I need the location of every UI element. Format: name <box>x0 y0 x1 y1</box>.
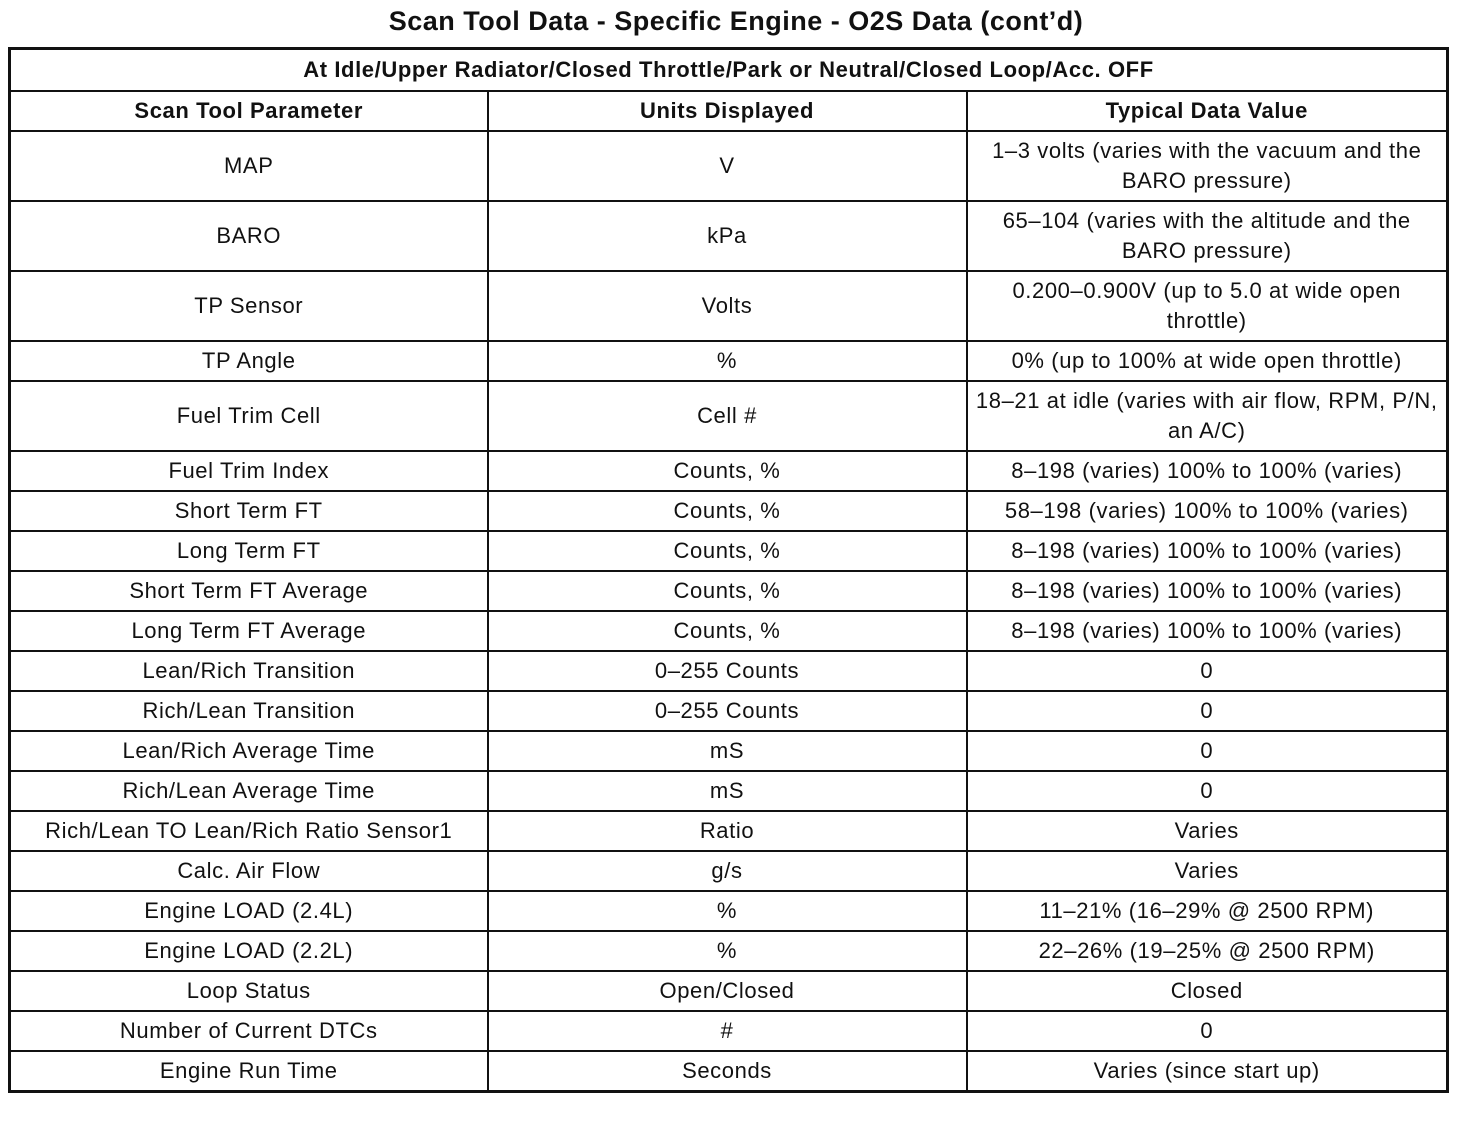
value-cell: 8–198 (varies) 100% to 100% (varies) <box>967 531 1448 571</box>
value-cell: 22–26% (19–25% @ 2500 RPM) <box>967 931 1448 971</box>
table-row <box>10 381 1448 451</box>
table-row <box>10 201 1448 271</box>
value-cell: Varies <box>967 811 1448 851</box>
table-row <box>10 271 1448 341</box>
value-cell: 0 <box>967 771 1448 811</box>
value-cell: 0 <box>967 731 1448 771</box>
table-row <box>10 611 1448 651</box>
parameter-cell: Lean/Rich Transition <box>10 651 488 691</box>
table-row <box>10 341 1448 381</box>
condition-row <box>10 49 1448 92</box>
table-row <box>10 531 1448 571</box>
table-row <box>10 771 1448 811</box>
parameter-cell: Rich/Lean TO Lean/Rich Ratio Sensor1 <box>10 811 488 851</box>
table-row <box>10 891 1448 931</box>
value-cell: 8–198 (varies) 100% to 100% (varies) <box>967 451 1448 491</box>
units-cell: Counts, % <box>488 451 967 491</box>
parameter-cell: BARO <box>10 201 488 271</box>
units-cell: 0–255 Counts <box>488 651 967 691</box>
table-row <box>10 131 1448 201</box>
units-cell: % <box>488 341 967 381</box>
table-row <box>10 691 1448 731</box>
parameter-cell: MAP <box>10 131 488 201</box>
parameter-cell: Engine LOAD (2.2L) <box>10 931 488 971</box>
parameter-cell: Rich/Lean Average Time <box>10 771 488 811</box>
value-cell: 18–21 at idle (varies with air flow, RPM, P/N, an A/C) <box>967 381 1448 451</box>
column-header-units: Units Displayed <box>488 91 967 131</box>
value-cell: 0 <box>967 1011 1448 1051</box>
units-cell: Cell # <box>488 381 967 451</box>
value-cell: 8–198 (varies) 100% to 100% (varies) <box>967 571 1448 611</box>
column-header-parameter: Scan Tool Parameter <box>10 91 488 131</box>
units-cell: Counts, % <box>488 491 967 531</box>
parameter-cell: Number of Current DTCs <box>10 1011 488 1051</box>
table-row <box>10 651 1448 691</box>
page-title: Scan Tool Data - Specific Engine - O2S Data (cont’d) <box>388 6 1084 36</box>
value-cell: 65–104 (varies with the altitude and the BARO pressure) <box>967 201 1448 271</box>
units-cell: Seconds <box>488 1051 967 1092</box>
units-cell: Counts, % <box>488 611 967 651</box>
value-cell: 58–198 (varies) 100% to 100% (varies) <box>967 491 1448 531</box>
table-row <box>10 851 1448 891</box>
table-row <box>10 491 1448 531</box>
units-cell: % <box>488 891 967 931</box>
column-header-value: Typical Data Value <box>967 91 1448 131</box>
units-cell: mS <box>488 771 967 811</box>
parameter-cell: Short Term FT Average <box>10 571 488 611</box>
parameter-cell: Rich/Lean Transition <box>10 691 488 731</box>
value-cell: Closed <box>967 971 1448 1011</box>
units-cell: Open/Closed <box>488 971 967 1011</box>
units-cell: g/s <box>488 851 967 891</box>
value-cell: 8–198 (varies) 100% to 100% (varies) <box>967 611 1448 651</box>
column-header-row <box>10 91 1448 131</box>
value-cell: 1–3 volts (varies with the vacuum and the BARO pressure) <box>967 131 1448 201</box>
value-cell: 0.200–0.900V (up to 5.0 at wide open throttle) <box>967 271 1448 341</box>
parameter-cell: TP Sensor <box>10 271 488 341</box>
parameter-cell: Short Term FT <box>10 491 488 531</box>
parameter-cell: Long Term FT Average <box>10 611 488 651</box>
units-cell: V <box>488 131 967 201</box>
parameter-cell: TP Angle <box>10 341 488 381</box>
parameter-cell: Engine LOAD (2.4L) <box>10 891 488 931</box>
parameter-cell: Lean/Rich Average Time <box>10 731 488 771</box>
value-cell: 0 <box>967 691 1448 731</box>
parameter-cell: Fuel Trim Index <box>10 451 488 491</box>
scan-tool-data-table <box>8 47 1449 1093</box>
table-row <box>10 1011 1448 1051</box>
table-row <box>10 811 1448 851</box>
parameter-cell: Loop Status <box>10 971 488 1011</box>
table-row <box>10 451 1448 491</box>
value-cell: Varies (since start up) <box>967 1051 1448 1092</box>
table-row <box>10 571 1448 611</box>
value-cell: 0 <box>967 651 1448 691</box>
units-cell: kPa <box>488 201 967 271</box>
units-cell: 0–255 Counts <box>488 691 967 731</box>
table-row <box>10 1051 1448 1092</box>
condition-header: At Idle/Upper Radiator/Closed Throttle/Park or Neutral/Closed Loop/Acc. OFF <box>10 49 1448 92</box>
units-cell: % <box>488 931 967 971</box>
units-cell: Counts, % <box>488 571 967 611</box>
units-cell: Ratio <box>488 811 967 851</box>
table-row <box>10 731 1448 771</box>
table-row <box>10 971 1448 1011</box>
parameter-cell: Engine Run Time <box>10 1051 488 1092</box>
table-row <box>10 931 1448 971</box>
value-cell: 11–21% (16–29% @ 2500 RPM) <box>967 891 1448 931</box>
parameter-cell: Fuel Trim Cell <box>10 381 488 451</box>
value-cell: 0% (up to 100% at wide open throttle) <box>967 341 1448 381</box>
units-cell: mS <box>488 731 967 771</box>
units-cell: Volts <box>488 271 967 341</box>
value-cell: Varies <box>967 851 1448 891</box>
parameter-cell: Calc. Air Flow <box>10 851 488 891</box>
units-cell: Counts, % <box>488 531 967 571</box>
units-cell: # <box>488 1011 967 1051</box>
parameter-cell: Long Term FT <box>10 531 488 571</box>
